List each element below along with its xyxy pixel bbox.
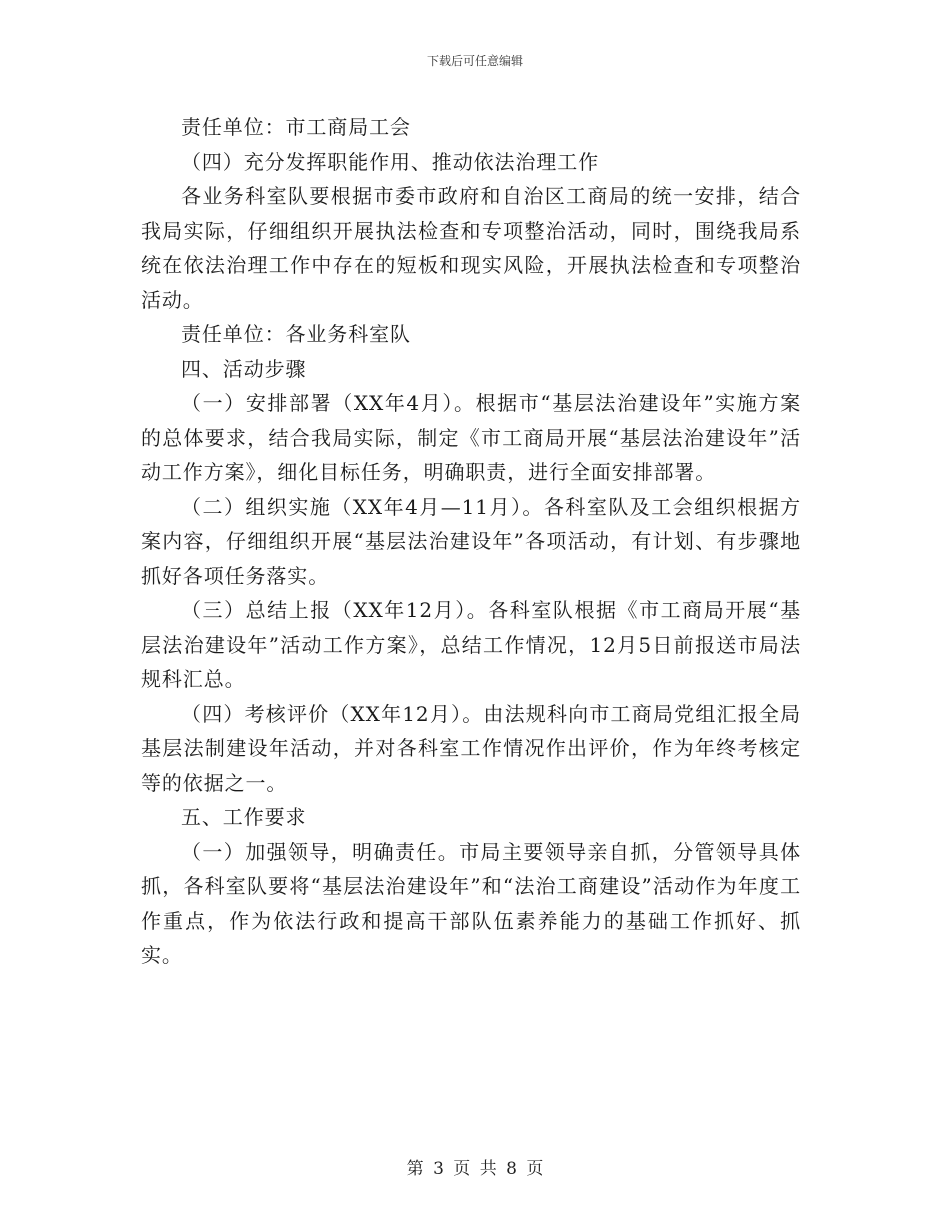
paragraph-step-3: （三）总结上报（XX年12月）。各科室队根据《市工商局开展“基层法治建设年”活动工作方案》，总结工作情况，12月5日前报送市局法规科汇总。 xyxy=(141,598,801,691)
document-body xyxy=(141,110,801,973)
paragraph-heading-4: （四）充分发挥职能作用、推动依法治理工作 xyxy=(181,149,599,174)
section-heading-requirements: 五、工作要求 xyxy=(181,805,307,829)
paragraph-responsible-unit-union: 责任单位：市工商局工会 xyxy=(181,115,411,139)
paragraph-step-1: （一）安排部署（XX年4月）。根据市“基层法治建设年”实施方案的总体要求，结合我局实际，制定《市工商局开展“基层法治建设年”活动工作方案》，细化目标任务，明确职责，进行全面安排部署。 xyxy=(141,391,801,484)
paragraph-responsible-unit-offices: 责任单位：各业务科室队 xyxy=(181,322,411,346)
paragraph-requirement-1: （一）加强领导，明确责任。市局主要领导亲自抓，分管领导具体抓，各科室队要将“基层法治建设年”和“法治工商建设”活动作为年度工作重点，作为依法行政和提高干部队伍素养能力的基础工作抓好、抓实。 xyxy=(141,839,801,967)
paragraph-step-4: （四）考核评价（XX年12月）。由法规科向市工商局党组汇报全局基层法制建设年活动，并对各科室工作情况作出评价，作为年终考核定等的依据之一。 xyxy=(141,701,801,795)
header-note: 下载后可任意编辑 xyxy=(426,54,523,68)
paragraph-step-2: （二）组织实施（XX年4月—11月）。各科室队及工会组织根据方案内容，仔细组织开展“基层法治建设年”各项活动，有计划、有步骤地抓好各项任务落实。 xyxy=(141,494,801,588)
paragraph-body-enforcement: 各业务科室队要根据市委市政府和自治区工商局的统一安排，结合我局实际，仔细组织开展执法检查和专项整治活动，同时，围绕我局系统在依法治理工作中存在的短板和现实风险，开展执法检查和专项整治活动。 xyxy=(141,184,801,312)
section-heading-steps: 四、活动步骤 xyxy=(181,356,307,381)
page-number-footer: 第 3 页 共 8 页 xyxy=(406,1159,544,1179)
